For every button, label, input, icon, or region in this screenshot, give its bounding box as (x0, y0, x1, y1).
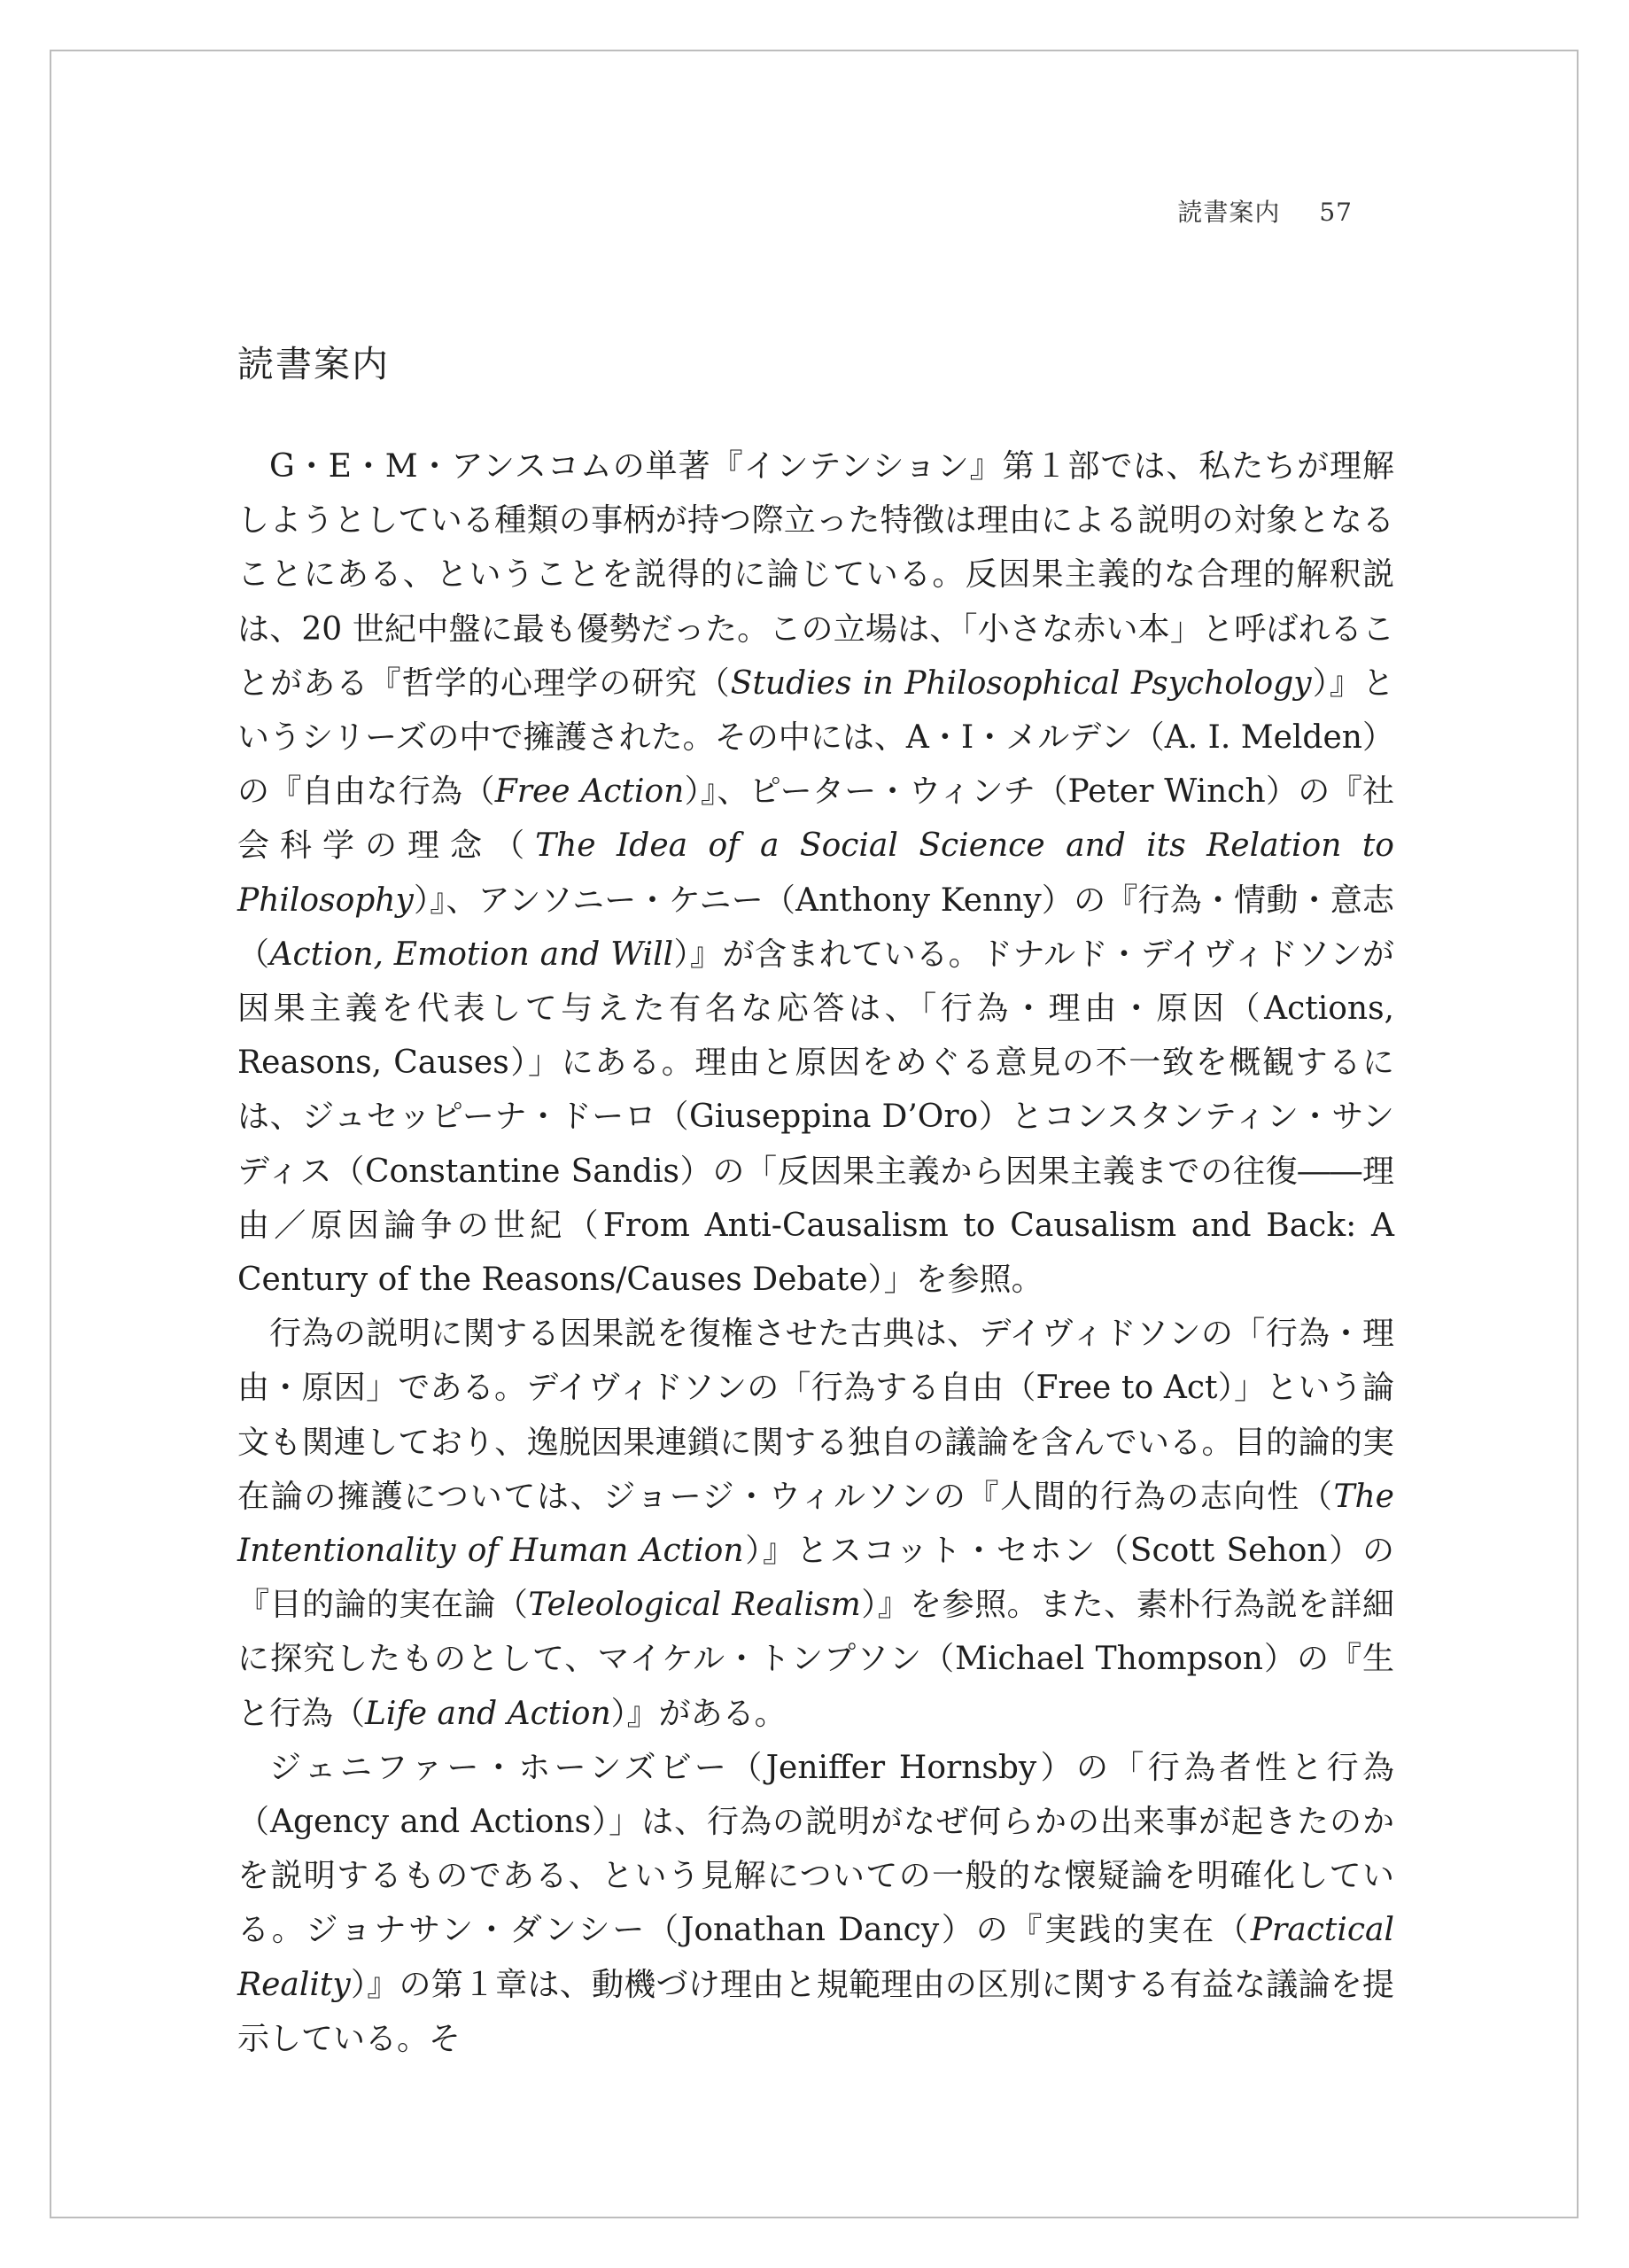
italic-title: Practical Reality (237, 1912, 1394, 2003)
paragraph (237, 1307, 1394, 1741)
paragraph (237, 1741, 1394, 2066)
text-run: ）』、ピーター・ウィンチ（Peter Winch）の『社会科学の理念（ (237, 773, 1394, 865)
running-header (1138, 193, 1353, 229)
italic-title: Teleological Realism (528, 1587, 861, 1624)
text-run: ）』を参照。また、素朴行為説を詳細に探究したものとして、マイケル・トンプソン（Michael Thompson）の『生と行為（ (237, 1587, 1394, 1732)
italic-title: Free Action (494, 773, 685, 811)
paragraph (237, 439, 1394, 1307)
text-run: ）』とスコット・セホン（Scott Sehon）の『目的論的実在論（ (237, 1533, 1394, 1624)
italic-title: Action, Emotion and Will (269, 936, 674, 973)
text-run: ジェニファー・ホーンズビー（Jeniffer Hornsby）の「行為者性と行為（Agency and Actions）」は、行為の説明がなぜ何らかの出来事が起きたのかを説明するものである、という見解についての一般的な懐疑論を明確化している。ジョナサン・ダンシー（Jonathan Dancy）の『実践的実在（ (237, 1749, 1394, 1949)
text-run: ）』の第１章は、動機づけ理由と規範理由の区別に関する有益な議論を提示している。そ (237, 1966, 1394, 2057)
italic-title: Life and Action (365, 1695, 611, 1732)
italic-title: Studies in Philosophical Psychology (730, 664, 1312, 702)
text-run: 行為の説明に関する因果説を復権させた古典は、デイヴィドソンの「行為・理由・原因」である。デイヴィドソンの「行為する自由（Free to Act）」という論文も関連しており、逸脱因果連鎖に関する独自の議論を含んでいる。目的論的実在論の擁護については、ジョージ・ウィルソンの『人間的行為の志向性（ (237, 1316, 1394, 1515)
text-run: ）』、アンソニー・ケニー（Anthony Kenny）の『行為・情動・意志（ (237, 882, 1394, 973)
text-run: ）』というシリーズの中で擁護された。その中には、A・I・メルデン（A. I. Melden）の『自由な行為（ (237, 664, 1394, 811)
running-title: 読書案内 (1177, 198, 1281, 227)
body-text (237, 439, 1394, 2066)
text-run: ）』が含まれている。ドナルド・デイヴィドソンが因果主義を代表して与えた有名な応答は、「行為・理由・原因（Actions, Reasons, Causes）」にある。理由と原因をめぐる意見の不一致を概観するには、ジュセッピーナ・ドーロ（Giuseppina D’Oro）とコンスタンティン・サンディス（Constantine Sandis）の「反因果主義から因果主義までの往復――理由／原因論争の世紀（From Anti-Causalism to Causalism and Back: A Century of the Reasons/Causes Debate）」を参照。 (237, 936, 1394, 1299)
text-run: G・E・M・アンスコムの単著『インテンション』第１部では、私たちが理解しようとしている種類の事柄が持つ際立った特徴は理由による説明の対象となることにある、ということを説得的に論じている。反因果主義的な合理的解釈説は、20 世紀中盤に最も優勢だった。この立場は、「小さな赤い本」と呼ばれることがある『哲学的心理学の研究（ (237, 448, 1394, 702)
italic-title: The Idea of a Social Science and its Relation to Philosophy (237, 827, 1394, 919)
text-run: ）』がある。 (610, 1695, 787, 1732)
page-number: 57 (1319, 198, 1353, 227)
section-title: 読書案内 (237, 343, 390, 385)
italic-title: The Intentionality of Human Action (237, 1478, 1394, 1570)
